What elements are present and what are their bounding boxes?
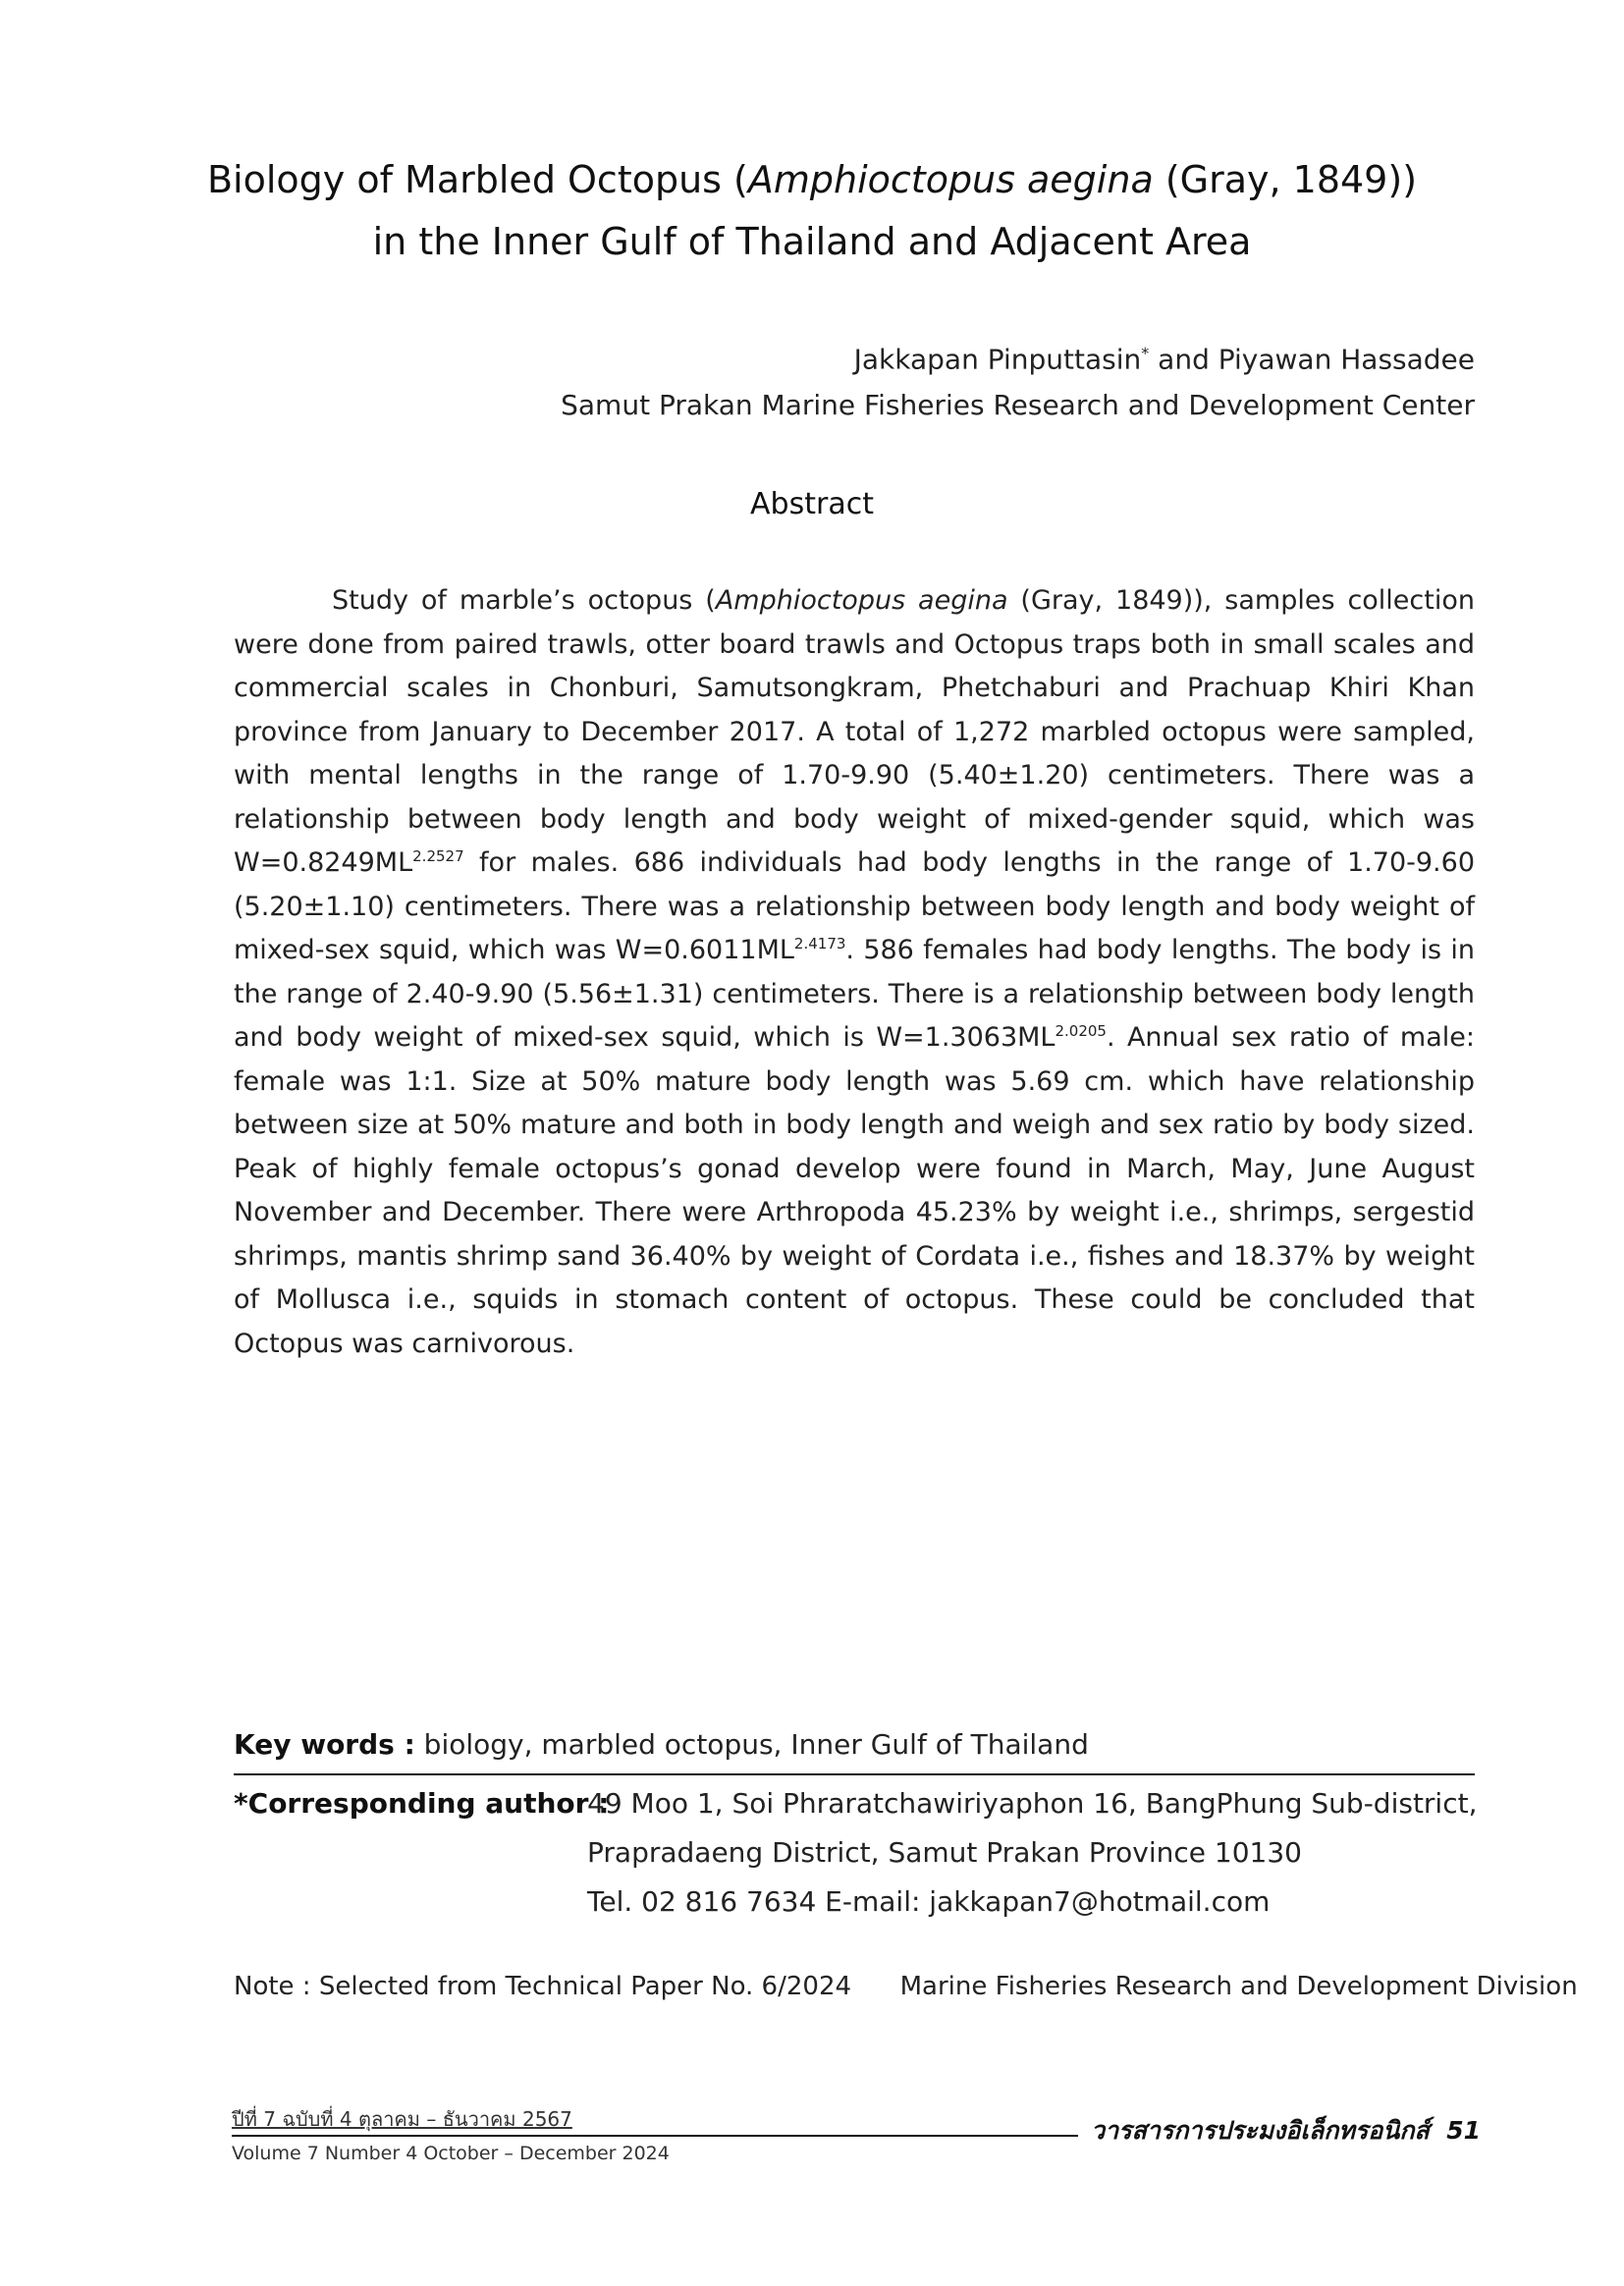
title-line-1 — [0, 149, 1624, 211]
keywords-label: Key words : — [234, 1728, 415, 1761]
abstract-heading: Abstract — [750, 487, 874, 521]
paper-title — [0, 149, 1624, 273]
abstract-body — [234, 579, 1475, 1366]
author-2: and Piyawan Hassadee — [1149, 343, 1475, 376]
address-line-1: 49 Moo 1, Soi Phraratchawiriyaphon 16, BangPhung Sub-district, — [587, 1787, 1478, 1820]
exponent-1: 2.2527 — [412, 847, 464, 865]
abstract-text-2: (Gray, 1849)), samples collection were done from paired trawls, otter board trawls and Octopus traps both in small scales and commercial scales in Chonburi, Samutsongkram, Phetchaburi and Prachuap Khiri Khan province from January to December 2017. A total of 1,272 marbled octopus were sampled, with mental lengths in the range of 1.70-9.90 (5.40±1.20) centimeters. There was a relationship between body length and body weight of mixed-gender squid, which was W=0.8249ML — [234, 585, 1475, 878]
corresponding-author-address — [587, 1779, 1478, 1927]
journal-name: วารสารการประมงอิเล็กทรอนิกส์ — [1091, 2116, 1430, 2145]
exponent-3: 2.0205 — [1055, 1022, 1107, 1040]
abstract-text-1: Study of marble’s octopus ( — [332, 585, 716, 616]
abstract-text-3: for males. 686 individuals had body lengths in the range of 1.70-9.60 (5.20±1.10) centimeters. There was a relationship between body length and body weight of mixed-sex squid, which was W=0.6011ML — [234, 847, 1475, 965]
footer-issue-thai: ปีที่ 7 ฉบับที่ 4 ตุลาคม – ธันวาคม 2567 — [232, 2107, 572, 2131]
footer-issue-english: Volume 7 Number 4 October – December 2024 — [232, 2143, 670, 2164]
author-block — [561, 330, 1475, 428]
abstract-species: Amphioctopus aegina — [715, 585, 1008, 616]
author-names — [561, 330, 1475, 382]
keywords-divider — [234, 1773, 1475, 1775]
corresponding-mark: * — [1141, 344, 1150, 362]
footer-divider — [232, 2135, 1078, 2137]
page-number: 51 — [1446, 2116, 1481, 2145]
exponent-2: 2.4173 — [793, 935, 846, 952]
contact-line: Tel. 02 816 7634 E-mail: jakkapan7@hotmail.com — [587, 1885, 1271, 1918]
corresponding-author-label: *Corresponding author : — [234, 1787, 610, 1820]
keywords — [234, 1728, 1089, 1761]
author-1: Jakkapan Pinputtasin — [853, 343, 1142, 376]
title-line-2: in the Inner Gulf of Thailand and Adjacent Area — [372, 220, 1252, 263]
abstract-text-5: . Annual sex ratio of male: female was 1:1. Size at 50% mature body length was 5.69 cm. which have relationship between size at 50% mature and both in body length and weigh and sex ratio by body sized. Peak of highly female octopus’s gonad develop were found in March, May, June August November and December. There were Arthropoda 45.23% by weight i.e., shrimps, sergestid shrimps, mantis shrimp sand 36.40% by weight of Cordata i.e., fishes and 18.37% by weight of Mollusca i.e., squids in stomach content of octopus. These could be concluded that Octopus was carnivorous. — [234, 1022, 1475, 1359]
title-species-italic: Amphioctopus aegina — [747, 158, 1154, 201]
title-text-before: Biology of Marbled Octopus ( — [206, 158, 748, 201]
footer-journal — [1091, 2111, 1481, 2150]
title-text-after: (Gray, 1849)) — [1153, 158, 1418, 201]
keywords-value: biology, marbled octopus, Inner Gulf of Thailand — [414, 1728, 1089, 1761]
abstract-text-4: . 586 females had body lengths. The body is in the range of 2.40-9.90 (5.56±1.31) centimeters. There is a relationship between body length and body weight of mixed-sex squid, which is W=1.3063ML — [234, 935, 1475, 1053]
author-affiliation: Samut Prakan Marine Fisheries Research and Development Center — [561, 389, 1475, 422]
address-line-2: Prapradaeng District, Samut Prakan Province 10130 — [587, 1836, 1302, 1869]
source-note: Note : Selected from Technical Paper No. 6/2024 Marine Fisheries Research and Development Division — [234, 1972, 1578, 2001]
